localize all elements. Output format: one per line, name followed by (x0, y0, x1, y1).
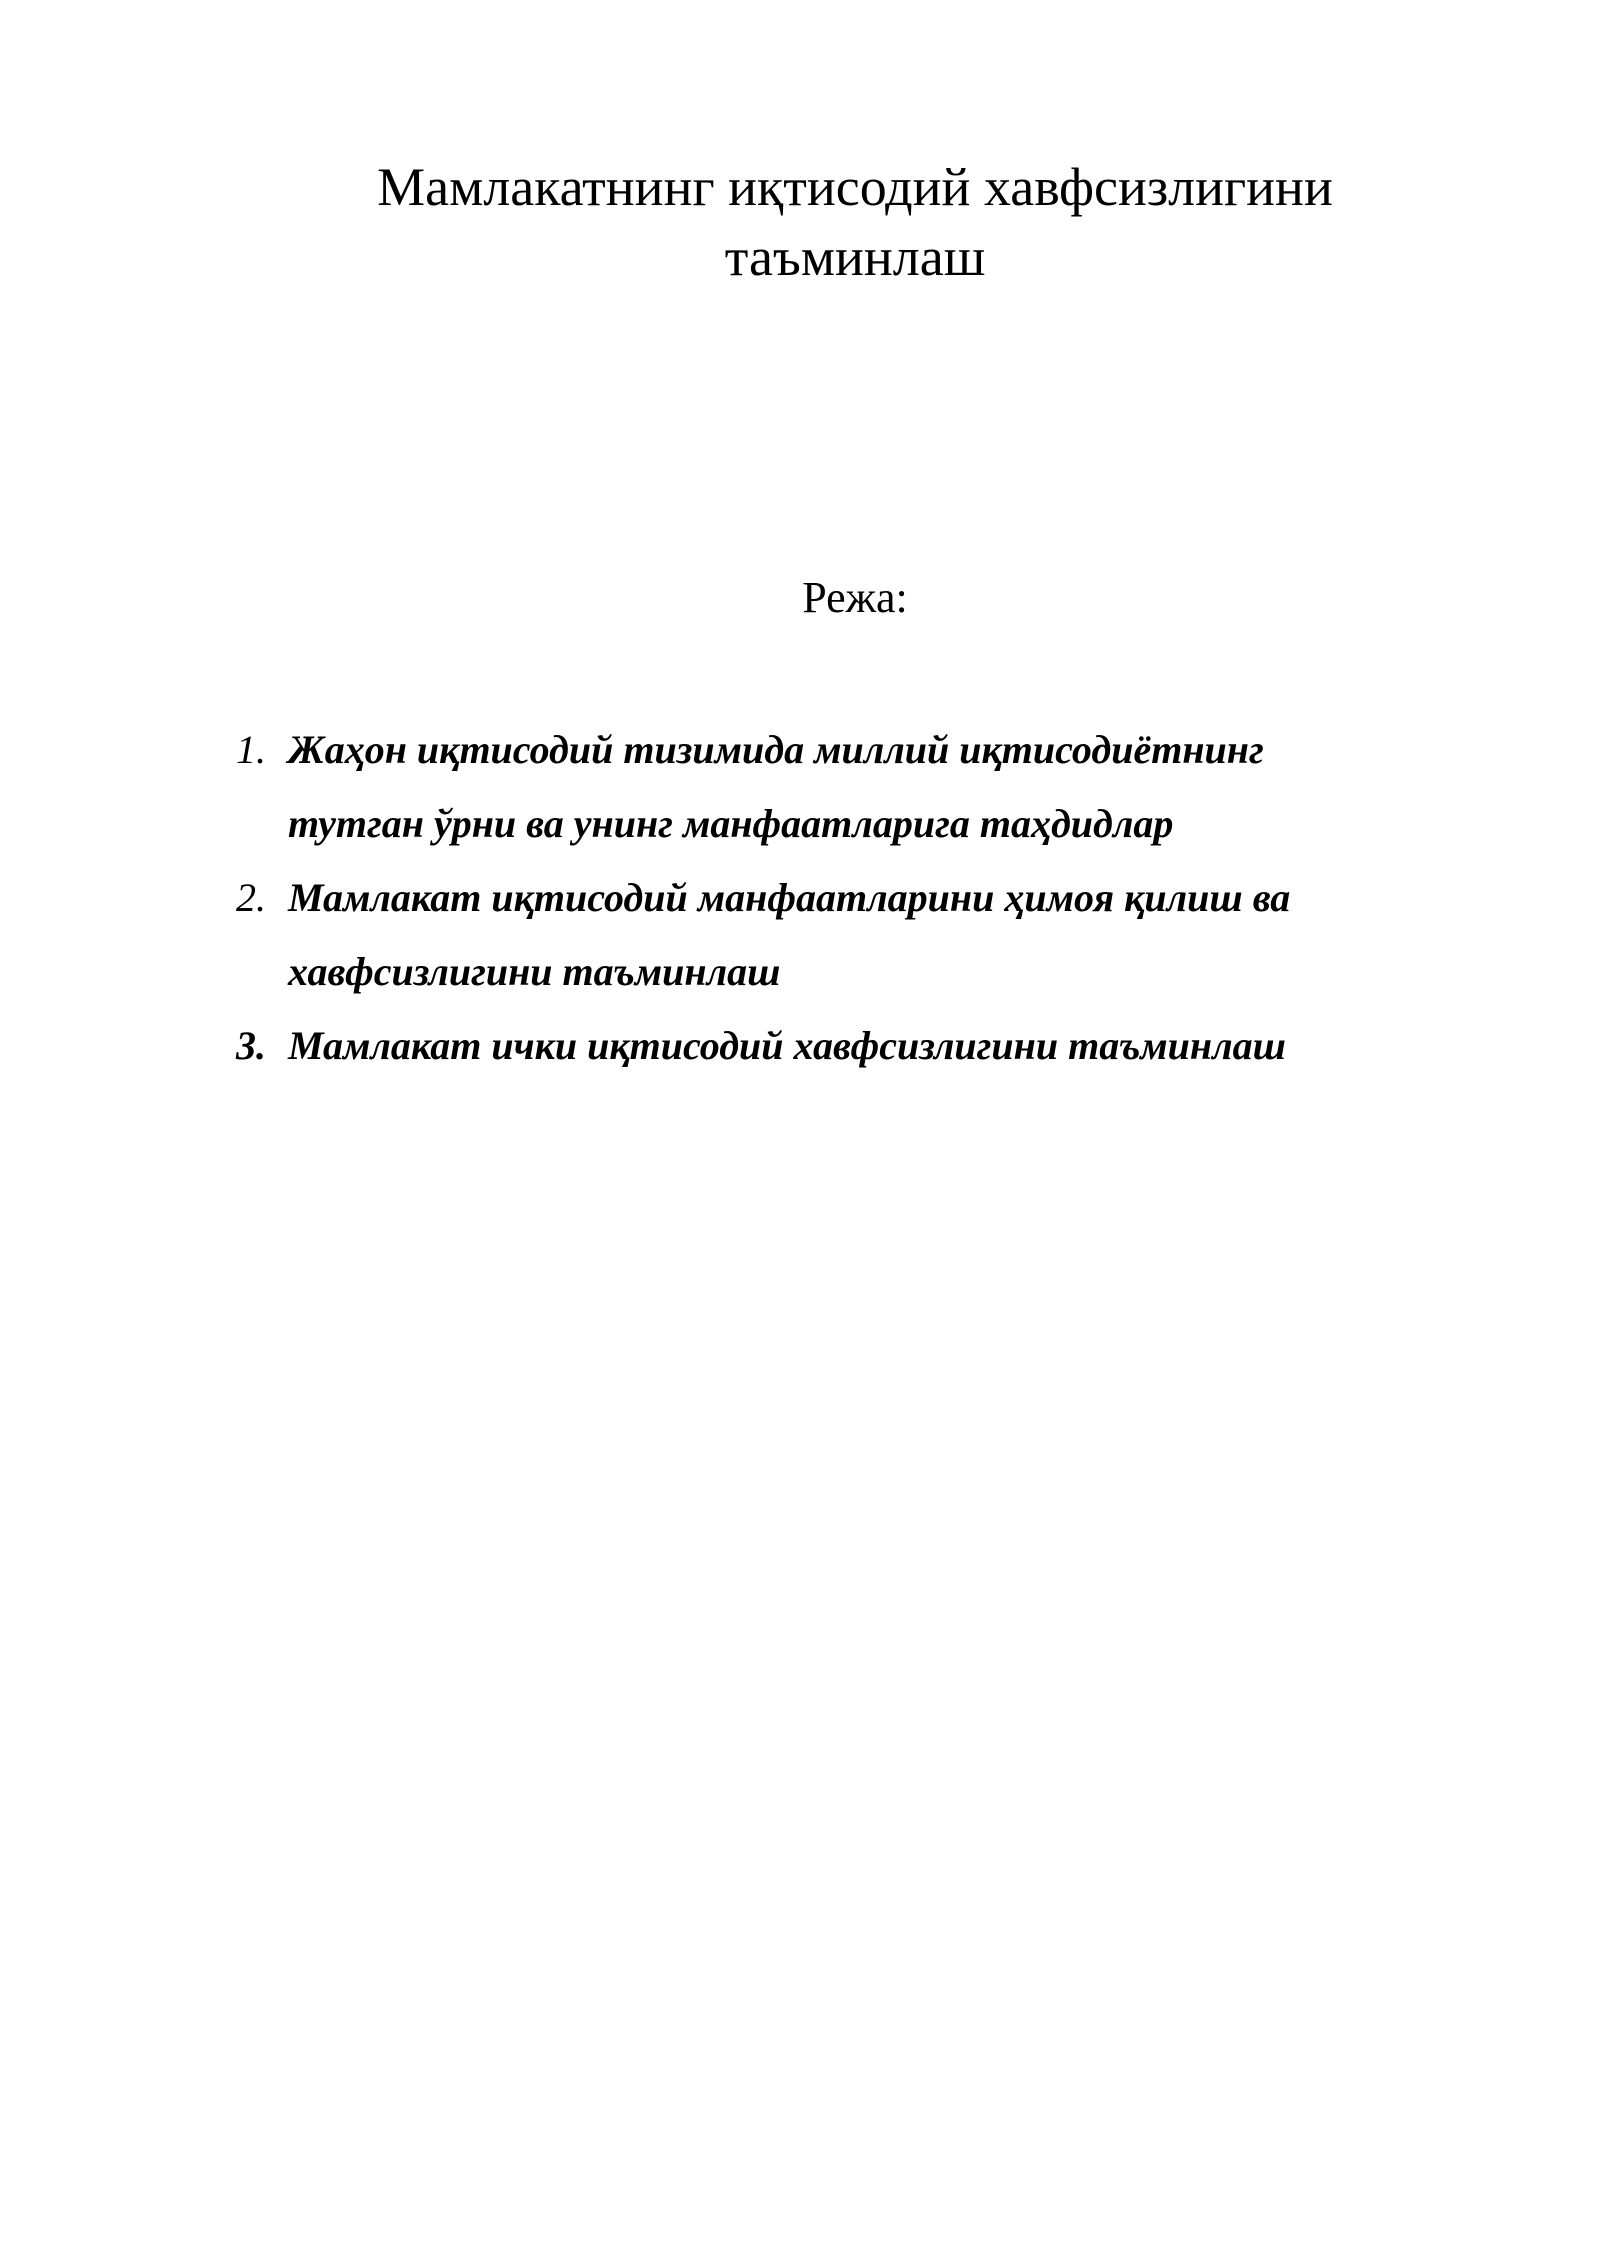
document-title (300, 152, 1410, 292)
plan-heading: Режа: (802, 573, 908, 622)
plan-item-line: Мамлакат ички иқтисодий хавфсизлигини таъминлаш (288, 1023, 1286, 1068)
plan-item-number: 3. (236, 1023, 266, 1068)
plan-item-line: Мамлакат иқтисодий манфаатларини ҳимоя қилиш ва (288, 875, 1291, 920)
document-title-line: Мамлакатнинг иқтисодий хавфсизлигини (377, 157, 1333, 217)
plan-list (236, 713, 1436, 1083)
plan-item-line: Жаҳон иқтисодий тизимида миллий иқтисодиётнинг (288, 727, 1264, 772)
plan-item-text (288, 713, 1436, 861)
plan-item-line: тутган ўрни ва унинг манфаатларига таҳдидлар (288, 801, 1174, 846)
document-title-line: таъминлаш (724, 227, 986, 287)
plan-item-line: хавфсизлигини таъминлаш (288, 949, 781, 994)
plan-item-number: 2. (236, 875, 266, 920)
plan-item-3 (236, 1009, 1436, 1083)
plan-item-number: 1. (236, 727, 266, 772)
plan-item-text (288, 861, 1436, 1009)
plan-item-2 (236, 861, 1436, 1009)
plan-item-text (288, 1009, 1436, 1083)
plan-item-1 (236, 713, 1436, 861)
